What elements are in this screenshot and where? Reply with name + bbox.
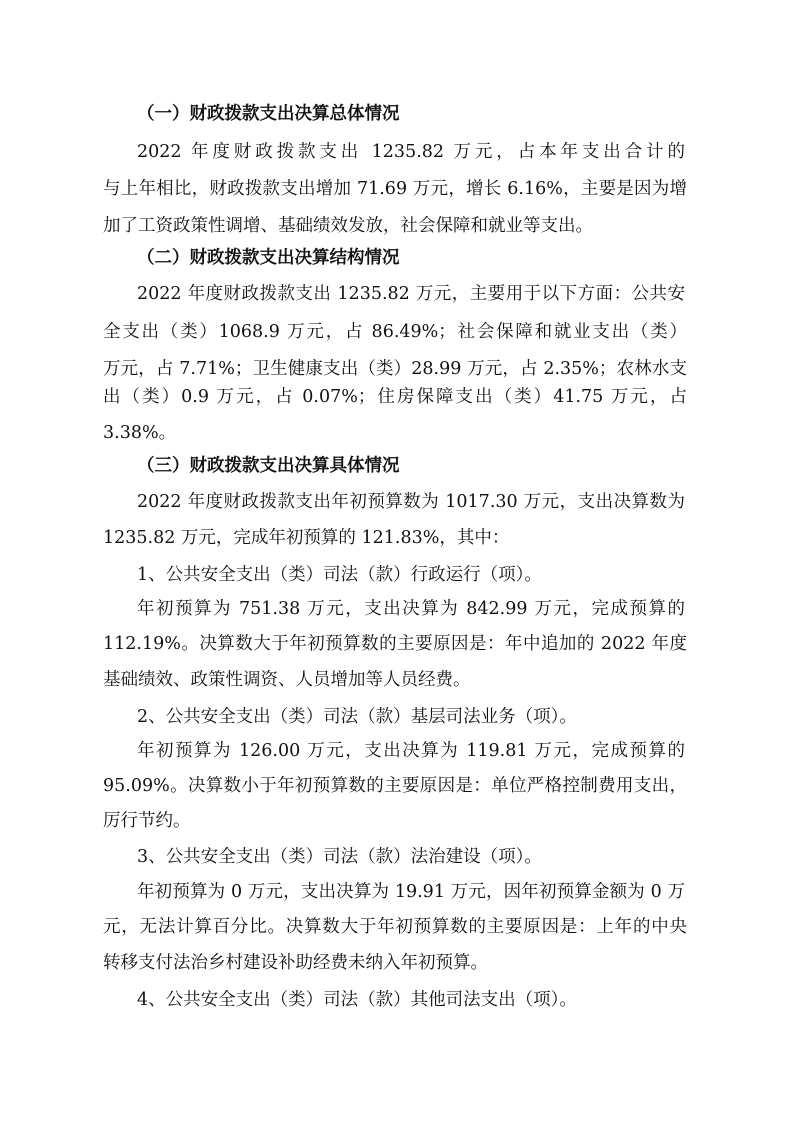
section-2-line-1: 2022 年度财政拨款支出 1235.82 万元，主要用于以下方面：公共安 — [137, 284, 685, 304]
item-1-line-3: 基础绩效、政策性调资、人员增加等人员经费。 — [103, 670, 471, 690]
section-2-line-2: 全支出（类）1068.9 万元，占 86.49%；社会保障和就业支出（类） — [103, 322, 687, 342]
section-2-heading: （二）财政拨款支出决算结构情况 — [137, 248, 400, 268]
item-3-line-2: 元，无法计算百分比。决算数大于年初预算数的主要原因是：上年的中央 — [103, 917, 687, 937]
item-1-line-1: 年初预算为 751.38 万元，支出决算为 842.99 万元，完成预算的 — [137, 599, 685, 619]
section-3-intro-line-1: 2022 年度财政拨款支出年初预算数为 1017.30 万元，支出决算数为 — [137, 492, 685, 512]
item-2-line-3: 厉行节约。 — [103, 811, 191, 831]
item-2-line-2: 95.09%。决算数小于年初预算数的主要原因是：单位严格控制费用支出， — [103, 776, 687, 796]
item-3-line-3: 转移支付法治乡村建设补助经费未纳入年初预算。 — [103, 953, 488, 973]
item-4-title: 4、公共安全支出（类）司法（款）其他司法支出（项）。 — [137, 990, 577, 1010]
item-2-title: 2、公共安全支出（类）司法（款）基层司法业务（项）。 — [137, 707, 577, 727]
item-1-line-2: 112.19%。决算数大于年初预算数的主要原因是：年中追加的 2022 年度 — [103, 634, 687, 654]
section-1-line-1: 2022 年度财政拨款支出 1235.82 万元，占本年支出合计的 — [137, 142, 685, 162]
item-3-line-1: 年初预算为 0 万元，支出决算为 19.91 万元，因年初预算金额为 0 万 — [137, 882, 685, 902]
section-3-intro-line-2: 1235.82 万元，完成年初预算的 121.83%，其中： — [103, 528, 510, 548]
section-1-line-3: 加了工资政策性调增、基础绩效发放，社会保障和就业等支出。 — [103, 216, 593, 236]
section-1-heading: （一）财政拨款支出决算总体情况 — [137, 104, 400, 124]
section-1-line-2: 与上年相比，财政拨款支出增加 71.69 万元，增长 6.16%，主要是因为增 — [103, 179, 687, 199]
item-3-title: 3、公共安全支出（类）司法（款）法治建设（项）。 — [137, 847, 542, 867]
section-2-line-5: 3.38%。 — [103, 423, 177, 443]
item-1-title: 1、公共安全支出（类）司法（款）行政运行（项）。 — [137, 565, 542, 585]
item-2-line-1: 年初预算为 126.00 万元，支出决算为 119.81 万元，完成预算的 — [137, 741, 685, 761]
section-2-line-3: 万元，占 7.71%；卫生健康支出（类）28.99 万元，占 2.35%；农林水支 — [103, 359, 687, 379]
section-3-heading: （三）财政拨款支出决算具体情况 — [137, 456, 400, 476]
section-2-line-4: 出（类）0.9 万元，占 0.07%；住房保障支出（类）41.75 万元，占 — [103, 387, 687, 407]
